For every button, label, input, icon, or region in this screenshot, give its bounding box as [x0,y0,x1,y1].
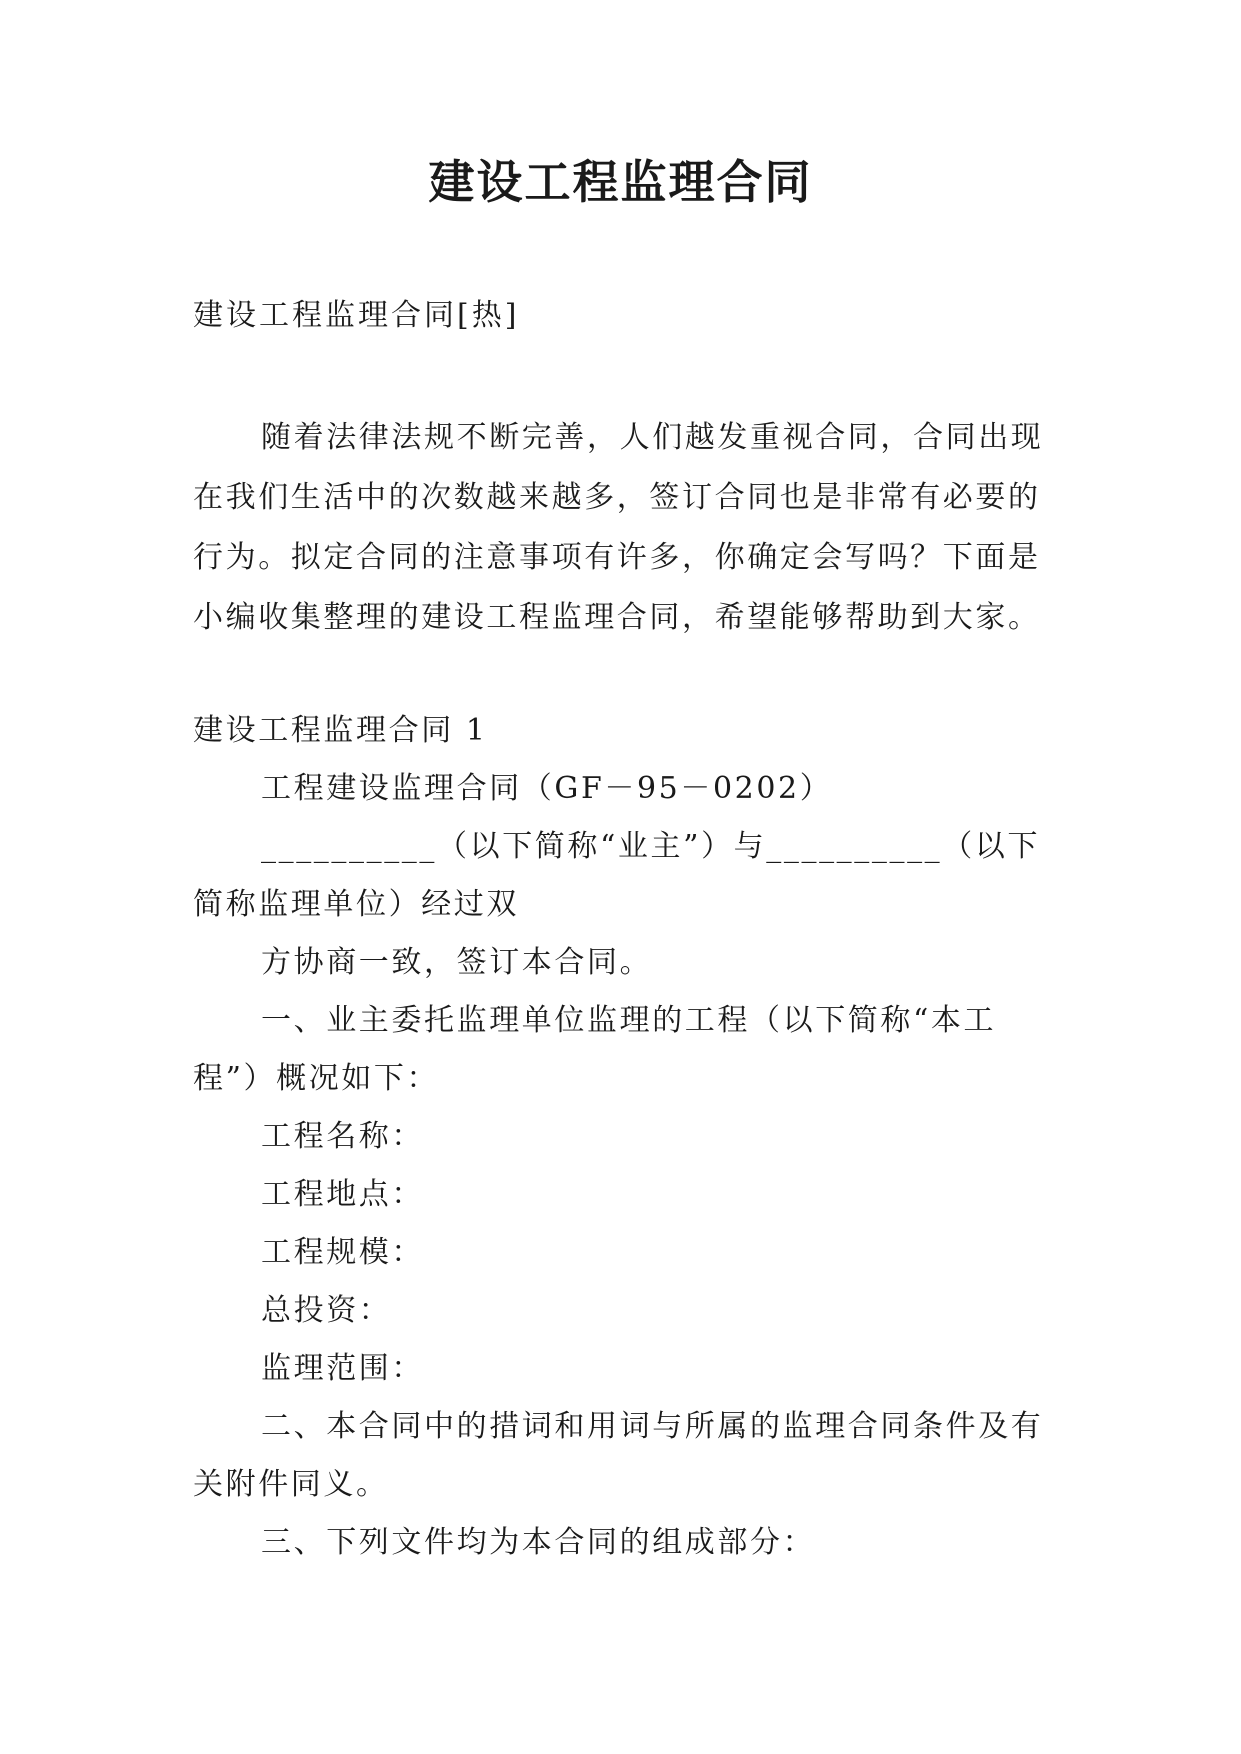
contract-paragraph: 工程名称： [261,1119,424,1154]
contract-paragraph: 工程建设监理合同（GF－95－0202） [261,771,833,806]
intro-paragraph: 随着法律法规不断完善，人们越发重视合同，合同出现在我们生活中的次数越来越多，签订合同也是非常有必要的行为。拟定合同的注意事项有许多，你确定会写吗？下面是小编收集整理的建设工程监理合同，希望能够帮助到大家。 [193,420,1044,635]
contract-paragraph: 工程规模： [261,1235,424,1270]
contract-paragraph: 三、下列文件均为本合同的组成部分： [261,1525,816,1560]
contract-paragraph: 监理范围： [261,1351,424,1386]
contract-paragraph: 工程地点： [261,1177,424,1212]
contract-paragraph: 一、业主委托监理单位监理的工程（以下简称“本工程”）概况如下： [193,1003,997,1096]
section-heading: 建设工程监理合同 1 [193,713,488,748]
contract-paragraph: __________（以下简称“业主”）与__________（以下简称监理单位）经过双 [193,829,1041,922]
intro-block [193,408,1061,648]
contract-paragraph: 总投资： [261,1293,392,1328]
document-subtitle: 建设工程监理合同[热] [193,298,520,333]
contract-paragraph: 方协商一致，签订本合同。 [261,945,653,980]
contract-paragraph: 二、本合同中的措词和用词与所属的监理合同条件及有关附件同义。 [193,1409,1044,1502]
document-title: 建设工程监理合同 [428,155,813,209]
contract-block [193,702,1061,1572]
